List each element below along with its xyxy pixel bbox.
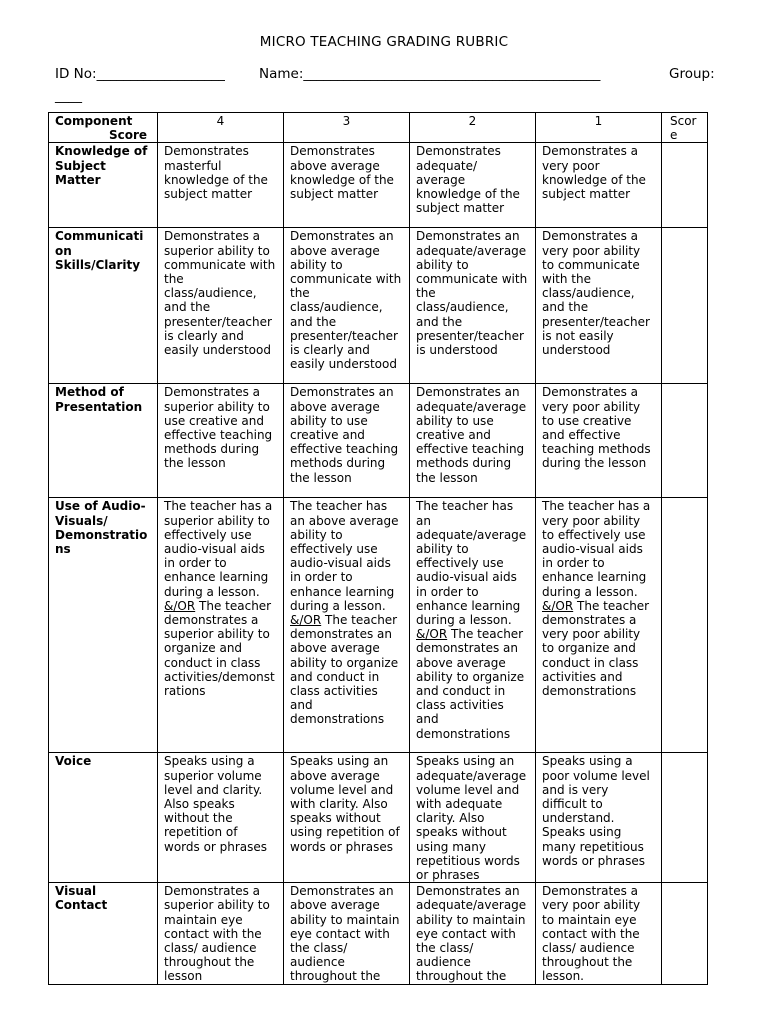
component-header bbox=[49, 113, 158, 143]
score-cell[interactable] bbox=[662, 228, 708, 384]
grading-rubric-table bbox=[48, 112, 708, 985]
rubric-cell: Speaks using a poor volume level and is very difficult to understand. Speaks using many repetitious words or phrases bbox=[536, 753, 662, 883]
rubric-cell: Demonstrates a superior ability to use creative and effective teaching methods during the lesson bbox=[158, 384, 284, 498]
rubric-cell: Demonstrates an adequate/average ability to maintain eye contact with the class/ audience throughout the bbox=[410, 883, 536, 984]
rubric-cell: Demonstrates an adequate/average ability to use creative and effective teaching methods during the lesson bbox=[410, 384, 536, 498]
rubric-cell: Demonstrates a very poor ability to communicate with the class/audience, and the presenter/teacher is not easily understood bbox=[536, 228, 662, 384]
rubric-cell: Demonstrates an above average ability to communicate with the class/audience, and the presenter/teacher is clearly and easily understood bbox=[284, 228, 410, 384]
page-title: MICRO TEACHING GRADING RUBRIC bbox=[259, 34, 509, 50]
criterion-label: Knowledge of Subject Matter bbox=[49, 143, 158, 228]
rubric-cell: Demonstrates a superior ability to maintain eye contact with the class/ audience throughout the lesson bbox=[158, 883, 284, 984]
score-cell[interactable] bbox=[662, 753, 708, 883]
level-header: 3 bbox=[284, 113, 410, 143]
rubric-cell: Demonstrates an above average ability to maintain eye contact with the class/ audience throughout the bbox=[284, 883, 410, 984]
criterion-label: Visual Contact bbox=[49, 883, 158, 984]
and-or-connector: &/OR bbox=[542, 598, 574, 613]
and-or-connector: &/OR bbox=[164, 598, 196, 613]
table-header-row bbox=[49, 113, 708, 143]
rubric-cell: Speaks using a superior volume level and clarity. Also speaks without the repetition of words or phrases bbox=[158, 753, 284, 883]
rubric-cell: Demonstrates an above average ability to use creative and effective teaching methods during the lesson bbox=[284, 384, 410, 498]
group-field[interactable]: ____ bbox=[55, 88, 82, 104]
level-header: 4 bbox=[158, 113, 284, 143]
criterion-label: Communication Skills/Clarity bbox=[49, 228, 158, 384]
criterion-label: Method of Presentation bbox=[49, 384, 158, 498]
rubric-cell: Demonstrates an adequate/average ability to communicate with the class/audience, and the presenter/teacher is understood bbox=[410, 228, 536, 384]
score-column-header: Score bbox=[662, 113, 708, 143]
level-header: 2 bbox=[410, 113, 536, 143]
rubric-cell: Demonstrates a very poor ability to use creative and effective teaching methods during the lesson bbox=[536, 384, 662, 498]
id-field[interactable]: ID No:___________________ bbox=[55, 66, 225, 82]
rubric-cell: Demonstrates a very poor knowledge of the subject matter bbox=[536, 143, 662, 228]
score-label: Score bbox=[109, 128, 148, 143]
rubric-cell bbox=[536, 498, 662, 753]
rubric-text: The teacher demonstrates an above average ability to organize and conduct in class activities and demonstrations bbox=[290, 613, 399, 727]
criterion-label: Use of Audio-Visuals/ Demonstrations bbox=[49, 498, 158, 753]
rubric-cell bbox=[158, 498, 284, 753]
score-cell[interactable] bbox=[662, 883, 708, 984]
rubric-cell: Demonstrates masterful knowledge of the subject matter bbox=[158, 143, 284, 228]
rubric-text: The teacher demonstrates a superior ability to organize and conduct in class activities/demonstrations bbox=[164, 598, 275, 699]
rubric-cell bbox=[284, 498, 410, 753]
rubric-text: The teacher demonstrates an above average ability to organize and conduct in class activities and demonstrations bbox=[416, 627, 525, 741]
group-label: Group: bbox=[669, 66, 715, 82]
table-row bbox=[49, 883, 708, 984]
table-row bbox=[49, 384, 708, 498]
table-row bbox=[49, 143, 708, 228]
table-row bbox=[49, 228, 708, 384]
level-header: 1 bbox=[536, 113, 662, 143]
rubric-text: The teacher demonstrates a very poor ability to organize and conduct in class activities and demonstrations bbox=[542, 598, 650, 699]
component-label: Component bbox=[55, 114, 133, 128]
rubric-cell: Demonstrates above average knowledge of the subject matter bbox=[284, 143, 410, 228]
rubric-cell: Demonstrates a superior ability to communicate with the class/audience, and the presenter/teacher is clearly and easily understood bbox=[158, 228, 284, 384]
criterion-label: Voice bbox=[49, 753, 158, 883]
rubric-cell: Demonstrates a very poor ability to maintain eye contact with the class/ audience throughout the lesson. bbox=[536, 883, 662, 984]
table-row bbox=[49, 498, 708, 753]
rubric-cell: Speaks using an adequate/average volume level and with adequate clarity. Also speaks without using many repetitious words or phrases bbox=[410, 753, 536, 883]
and-or-connector: &/OR bbox=[416, 627, 448, 642]
score-cell[interactable] bbox=[662, 143, 708, 228]
score-cell[interactable] bbox=[662, 384, 708, 498]
rubric-text: The teacher has an adequate/average ability to effectively use audio-visual aids in order to enhance learning during a lesson. bbox=[416, 499, 527, 628]
name-field[interactable]: Name:____________________________________________ bbox=[259, 66, 601, 82]
rubric-text: The teacher has a superior ability to effectively use audio-visual aids in order to enhance learning during a lesson. bbox=[164, 499, 273, 599]
table-row bbox=[49, 753, 708, 883]
rubric-cell: Demonstrates adequate/ average knowledge of the subject matter bbox=[410, 143, 536, 228]
rubric-cell: Speaks using an above average volume level and with clarity. Also speaks without using repetition of words or phrases bbox=[284, 753, 410, 883]
rubric-cell bbox=[410, 498, 536, 753]
score-cell[interactable] bbox=[662, 498, 708, 753]
rubric-text: The teacher has an above average ability to effectively use audio-visual aids in order to enhance learning during a lesson. bbox=[290, 499, 399, 613]
rubric-text: The teacher has a very poor ability to effectively use audio-visual aids in order to enhance learning during a lesson. bbox=[542, 499, 651, 599]
and-or-connector: &/OR bbox=[290, 613, 322, 628]
